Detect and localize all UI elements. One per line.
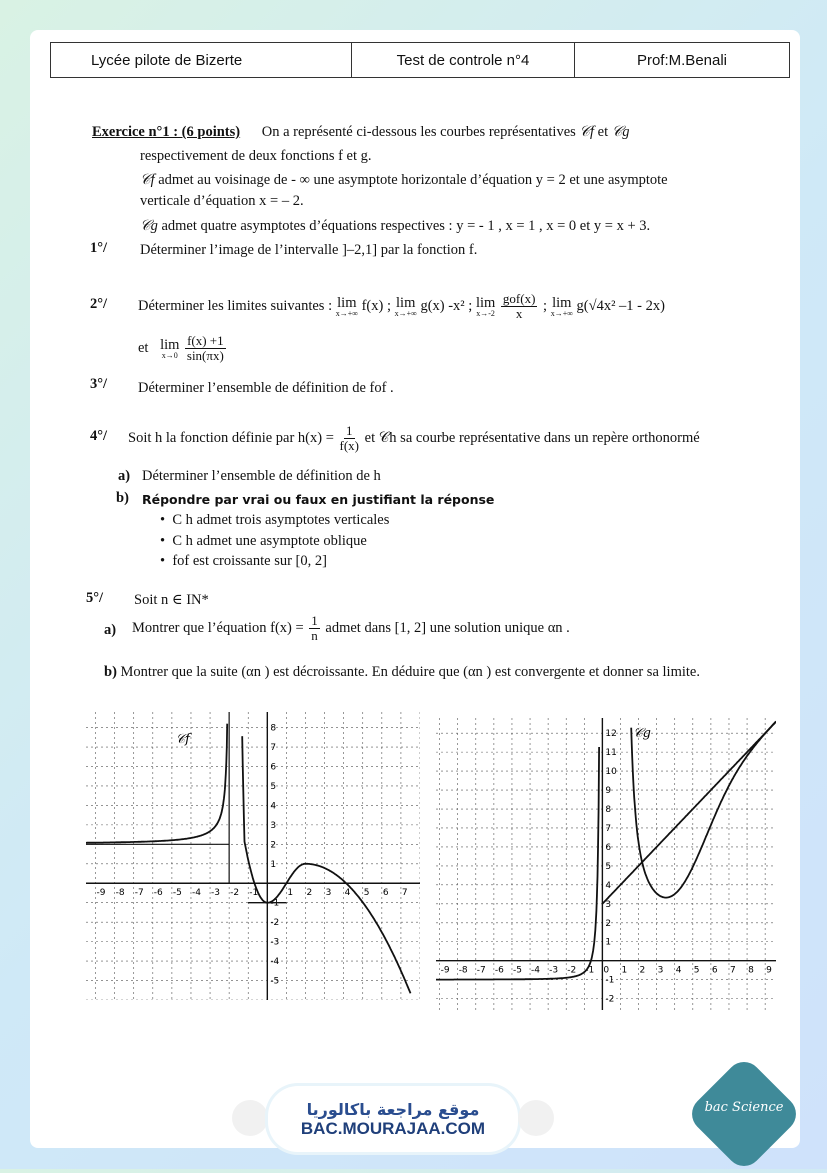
y-tick-label: -1 — [270, 898, 280, 909]
x-tick-label: -2 — [230, 888, 240, 899]
brand-text: bac Science — [704, 1100, 784, 1115]
x-tick-label: 7 — [729, 965, 736, 976]
q4-number: 4°/ — [90, 428, 108, 444]
x-tick-label: -1 — [585, 965, 595, 976]
exercise-intro-line2: respectivement de deux fonctions f et g. — [140, 148, 372, 164]
q5-a-text: Montrer que l’équation f(x) = $\frac{1}{n}$ admet dans [1, 2] une solution unique αn . — [132, 613, 570, 644]
x-tick-label: 4 — [675, 965, 682, 976]
q4-bullet-1: • C h admet trois asymptotes verticales — [160, 512, 390, 528]
test-title: Test de controle n°4 — [352, 43, 575, 77]
y-tick-label: 12 — [605, 729, 617, 740]
site-logo-left — [232, 1100, 268, 1136]
y-tick-label: 4 — [605, 880, 612, 891]
q4-b-text: Répondre par vrai ou faux en justifiant la réponse — [142, 492, 495, 507]
cf-description-2: verticale d’équation x = – 2. — [140, 193, 304, 209]
x-tick-label: -8 — [458, 965, 468, 976]
curve-g-left — [436, 747, 599, 980]
y-tick-label: 3 — [605, 899, 612, 910]
x-tick-label: -8 — [115, 888, 125, 899]
x-tick-label: 5 — [363, 888, 370, 899]
y-tick-label: 8 — [605, 805, 612, 816]
y-tick-label: 5 — [270, 781, 277, 792]
q5-a-label: a) — [104, 622, 117, 638]
y-tick-label: -2 — [270, 918, 280, 929]
y-tick-label: 1 — [270, 859, 277, 870]
site-logo-right — [518, 1100, 554, 1136]
y-tick-label: 11 — [605, 748, 617, 759]
x-tick-label: -5 — [172, 888, 182, 899]
q4-b-label: b) — [116, 490, 129, 506]
x-tick-label: 7 — [401, 888, 408, 899]
x-tick-label: -9 — [440, 965, 450, 976]
y-tick-label: 9 — [605, 786, 612, 797]
curve-label: 𝒞f — [175, 732, 190, 748]
y-tick-label: -1 — [605, 975, 615, 986]
q4-line: Soit h la fonction définie par h(x) = $\frac{1}{f(x)}$ et 𝒞h sa courbe représentative dans un repère orthonormé — [128, 423, 700, 454]
x-tick-label: 2 — [306, 888, 313, 899]
q3-text: Déterminer l’ensemble de définition de fof . — [138, 380, 394, 396]
y-tick-label: 4 — [270, 801, 277, 812]
q1-number: 1°/ — [90, 240, 108, 256]
cf-description-1: 𝒞f admet au voisinage de - ∞ une asymptote horizontale d’équation y = 2 et une asymptote — [140, 172, 668, 188]
footer-arabic: موقع مراجعة باكالوريا — [306, 1099, 480, 1119]
x-tick-label: 0 — [603, 965, 610, 976]
y-tick-label: -3 — [270, 937, 280, 948]
x-tick-label: 1 — [287, 888, 294, 899]
q5-number: 5°/ — [86, 590, 104, 606]
x-tick-label: 4 — [344, 888, 351, 899]
y-tick-label: 6 — [270, 762, 277, 773]
x-tick-label: 3 — [657, 965, 664, 976]
x-tick-label: 9 — [766, 965, 772, 976]
q2-number: 2°/ — [90, 296, 108, 312]
q5-b-text: b) Montrer que la suite (αn ) est décroissante. En déduire que (αn ) est convergente et donner sa limite. — [104, 664, 700, 680]
q5-soit: Soit n ∈ IN* — [134, 592, 209, 608]
x-tick-label: 6 — [711, 965, 718, 976]
y-tick-label: 2 — [605, 918, 612, 929]
curve-label: 𝒞g — [633, 725, 651, 741]
x-tick-label: -4 — [191, 888, 201, 899]
exercise-title: Exercice n°1 : (6 points) — [92, 124, 241, 140]
x-tick-label: -4 — [531, 965, 541, 976]
y-tick-label: -2 — [605, 994, 615, 1005]
asymptote-oblique — [602, 722, 776, 904]
graph-cg — [436, 718, 776, 1010]
x-tick-label: -3 — [549, 965, 559, 976]
x-tick-label: -6 — [153, 888, 163, 899]
y-tick-label: 10 — [605, 767, 617, 778]
q4-a-text: Déterminer l’ensemble de définition de h — [142, 468, 381, 484]
y-tick-label: 3 — [270, 820, 277, 831]
y-tick-label: 7 — [605, 823, 612, 834]
footer-banner — [268, 1086, 518, 1152]
footer-site[interactable]: BAC.MOURAJAA.COM — [300, 1118, 486, 1138]
x-tick-label: 1 — [621, 965, 628, 976]
x-tick-label: 3 — [325, 888, 332, 899]
y-tick-label: 1 — [605, 937, 612, 948]
q1-text: Déterminer l’image de l’intervalle ]–2,1] par la fonction f. — [140, 242, 478, 258]
x-tick-label: -2 — [567, 965, 577, 976]
x-tick-label: 8 — [748, 965, 754, 976]
y-tick-label: 8 — [270, 723, 277, 734]
x-tick-label: -7 — [476, 965, 486, 976]
x-tick-label: 6 — [382, 888, 389, 899]
x-tick-label: -5 — [512, 965, 522, 976]
y-tick-label: 5 — [605, 861, 612, 872]
q3-number: 3°/ — [90, 376, 108, 392]
x-tick-label: -1 — [249, 888, 259, 899]
x-tick-label: -9 — [96, 888, 106, 899]
header-table — [50, 42, 790, 78]
y-tick-label: -4 — [270, 957, 280, 968]
teacher-name: Prof:M.Benali — [636, 51, 728, 69]
exercise-intro-line1: Exercice n°1 : (6 points) On a représenté ci-dessous les courbes représentatives 𝒞f et 𝒞g — [92, 124, 630, 140]
q4-a-label: a) — [118, 468, 131, 484]
curve-g-right — [631, 721, 776, 897]
x-tick-label: -3 — [211, 888, 221, 899]
y-tick-label: 6 — [605, 842, 612, 853]
x-tick-label: -6 — [494, 965, 504, 976]
graph-cf — [86, 712, 420, 1000]
y-tick-label: 7 — [270, 743, 277, 754]
x-tick-label: 5 — [693, 965, 700, 976]
x-tick-label: -7 — [134, 888, 144, 899]
cg-description: 𝒞g admet quatre asymptotes d’équations respectives : y = - 1 , x = 1 , x = 0 et y = x + 3. — [140, 218, 651, 234]
y-tick-label: -5 — [270, 976, 280, 987]
q4-bullet-2: • C h admet une asymptote oblique — [160, 533, 367, 549]
q2-line2: et lim x→0 $\frac{f(x) +1}{\sin(\pi x)}$ — [138, 333, 224, 364]
q4-bullet-3: • fof est croissante sur [0, 2] — [160, 553, 327, 569]
x-tick-label: 2 — [639, 965, 646, 976]
school-name: Lycée pilote de Bizerte — [51, 43, 352, 77]
y-tick-label: 2 — [270, 840, 277, 851]
q2-line1: Déterminer les limites suivantes : lim x→+∞ f(x) ; lim x→+∞ g(x) -x² ; lim x→-2 $\frac{\text{gof(x)}}{x}$ ; lim x→+∞ g(√4x² –1 - 2x) — [138, 291, 665, 322]
